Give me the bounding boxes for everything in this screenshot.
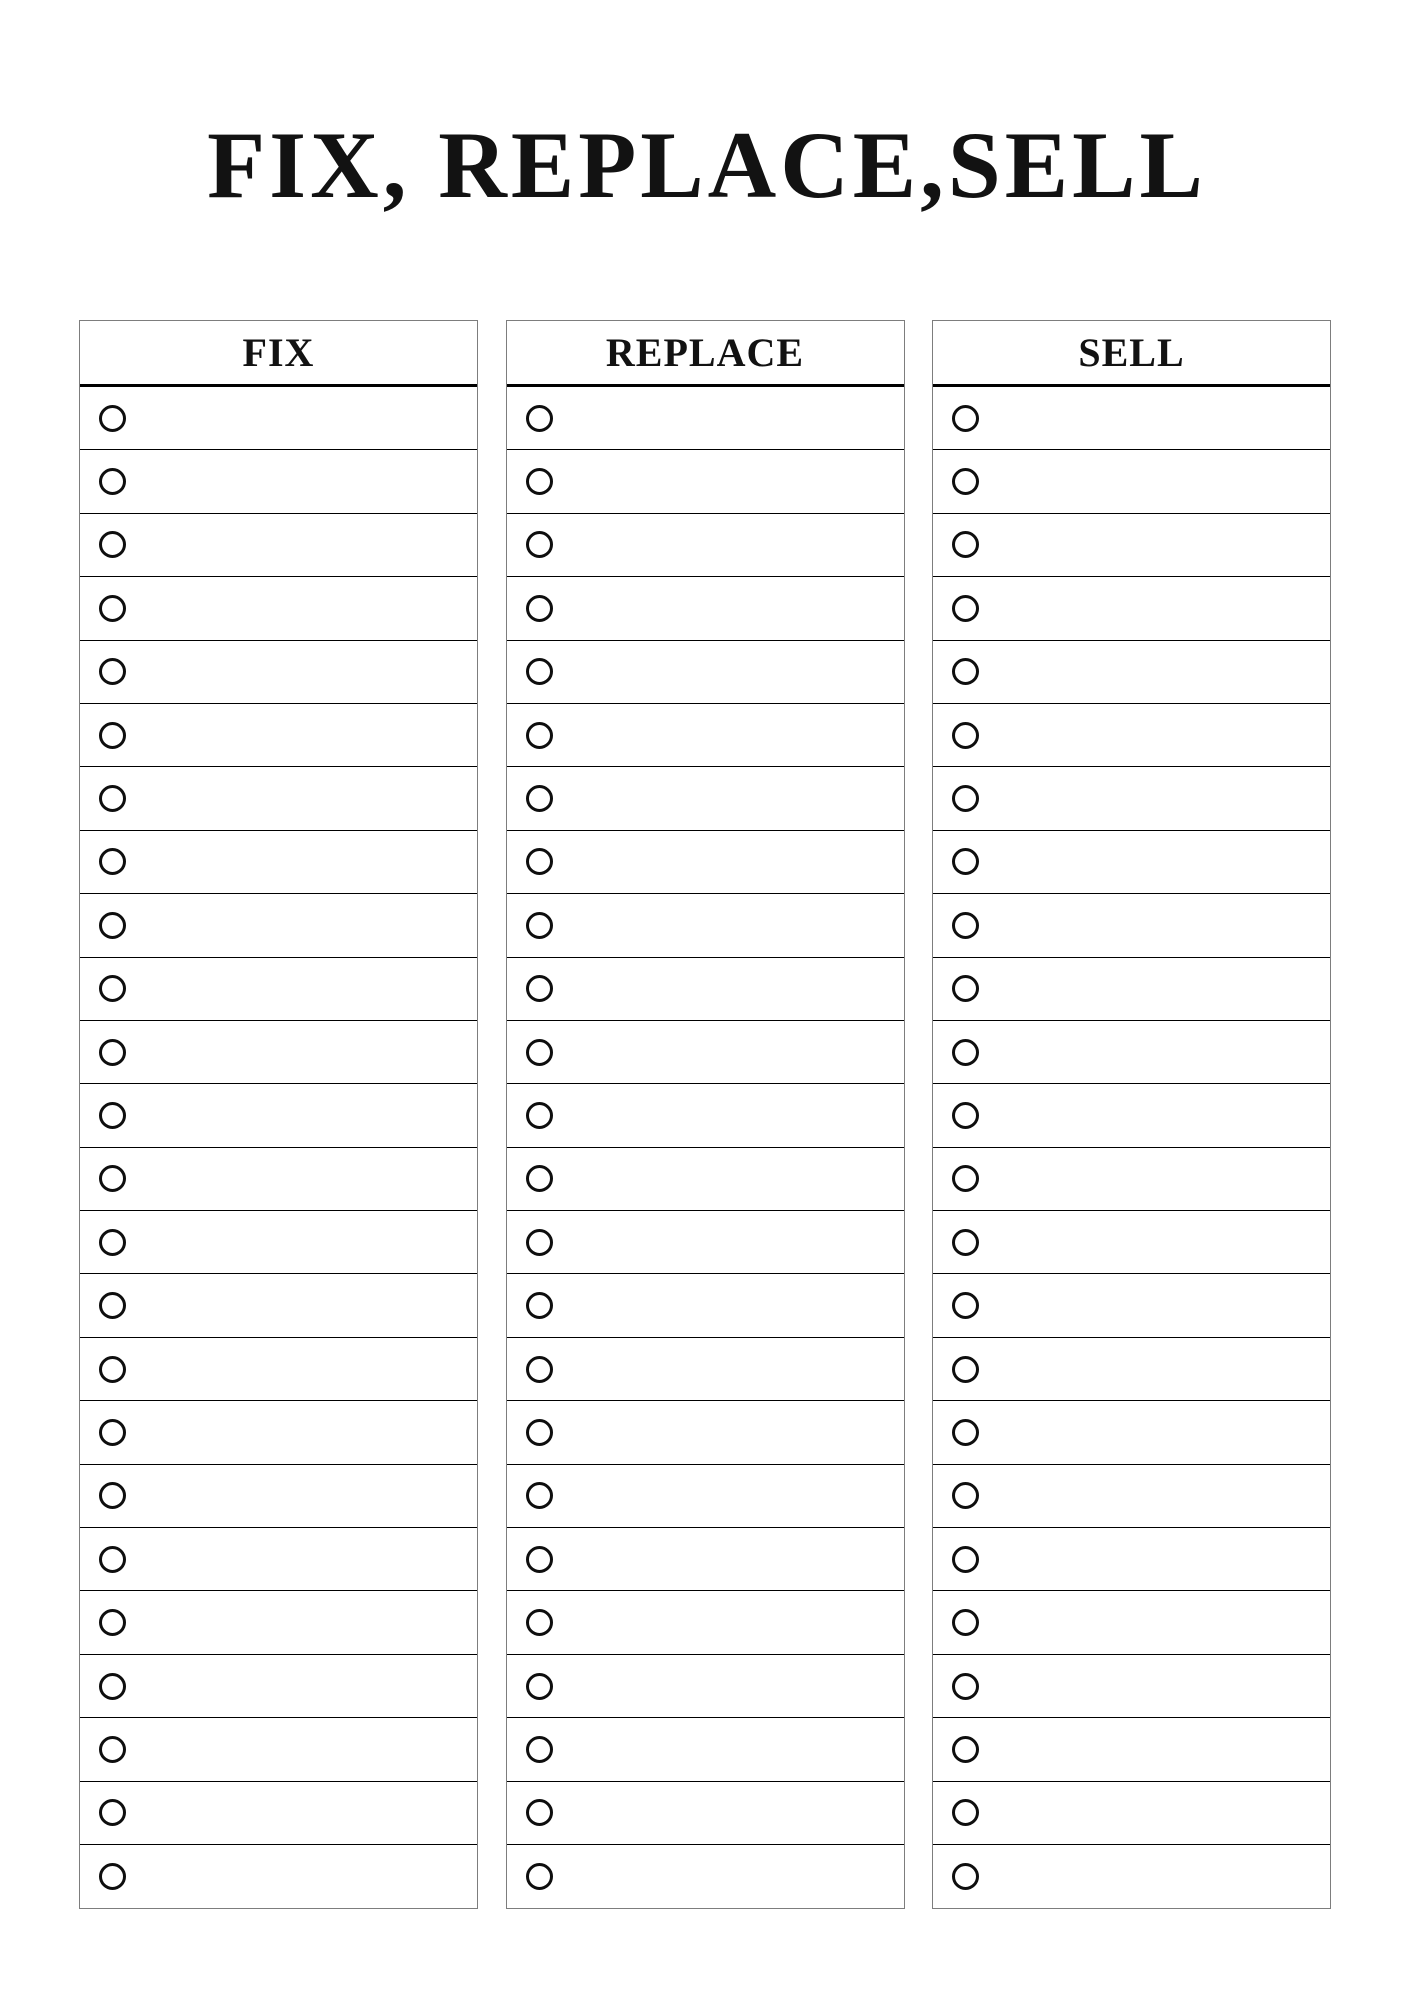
radio-circle-icon[interactable] xyxy=(526,531,553,558)
radio-circle-icon[interactable] xyxy=(99,1863,126,1890)
radio-circle-icon[interactable] xyxy=(952,785,979,812)
radio-circle-icon[interactable] xyxy=(99,1356,126,1383)
list-item[interactable] xyxy=(507,1718,904,1781)
column-header: REPLACE xyxy=(507,321,904,387)
radio-circle-icon[interactable] xyxy=(99,405,126,432)
radio-circle-icon[interactable] xyxy=(952,1356,979,1383)
radio-circle-icon[interactable] xyxy=(99,1292,126,1319)
list-item[interactable] xyxy=(507,1782,904,1845)
radio-circle-icon[interactable] xyxy=(952,468,979,495)
list-item[interactable] xyxy=(80,387,477,450)
column-header: FIX xyxy=(80,321,477,387)
radio-circle-icon[interactable] xyxy=(952,1419,979,1446)
list-item[interactable] xyxy=(507,1211,904,1274)
list-item[interactable] xyxy=(80,1845,477,1908)
list-item[interactable] xyxy=(933,1021,1330,1084)
radio-circle-icon[interactable] xyxy=(952,1102,979,1129)
radio-circle-icon[interactable] xyxy=(952,1673,979,1700)
radio-circle-icon[interactable] xyxy=(952,722,979,749)
radio-circle-icon[interactable] xyxy=(952,1609,979,1636)
radio-circle-icon[interactable] xyxy=(526,1229,553,1256)
list-item[interactable] xyxy=(507,1528,904,1591)
list-item[interactable] xyxy=(507,1845,904,1908)
list-item[interactable] xyxy=(80,1211,477,1274)
list-item[interactable] xyxy=(933,387,1330,450)
radio-circle-icon[interactable] xyxy=(99,658,126,685)
column-header: SELL xyxy=(933,321,1330,387)
list-item[interactable] xyxy=(80,1084,477,1147)
radio-circle-icon[interactable] xyxy=(99,1673,126,1700)
list-item[interactable] xyxy=(933,641,1330,704)
list-item[interactable] xyxy=(933,704,1330,767)
list-item[interactable] xyxy=(507,1591,904,1654)
radio-circle-icon[interactable] xyxy=(526,1292,553,1319)
list-item[interactable] xyxy=(80,1465,477,1528)
radio-circle-icon[interactable] xyxy=(99,1419,126,1446)
list-item[interactable] xyxy=(507,894,904,957)
radio-circle-icon[interactable] xyxy=(99,975,126,1002)
radio-circle-icon[interactable] xyxy=(952,1039,979,1066)
list-item[interactable] xyxy=(933,1465,1330,1528)
list-item[interactable] xyxy=(80,1021,477,1084)
radio-circle-icon[interactable] xyxy=(952,848,979,875)
radio-circle-icon[interactable] xyxy=(526,1799,553,1826)
column-fix xyxy=(79,320,478,1909)
list-item[interactable] xyxy=(507,387,904,450)
list-item[interactable] xyxy=(80,514,477,577)
list-item[interactable] xyxy=(933,894,1330,957)
list-item[interactable] xyxy=(933,577,1330,640)
list-item[interactable] xyxy=(80,1274,477,1337)
list-item[interactable] xyxy=(80,767,477,830)
list-item[interactable] xyxy=(80,1782,477,1845)
radio-circle-icon[interactable] xyxy=(526,1546,553,1573)
radio-circle-icon[interactable] xyxy=(99,468,126,495)
radio-circle-icon[interactable] xyxy=(952,1165,979,1192)
list-item[interactable] xyxy=(507,831,904,894)
list-item[interactable] xyxy=(80,577,477,640)
radio-circle-icon[interactable] xyxy=(526,595,553,622)
list-item[interactable] xyxy=(933,1528,1330,1591)
list-item[interactable] xyxy=(80,1401,477,1464)
list-item[interactable] xyxy=(933,767,1330,830)
radio-circle-icon[interactable] xyxy=(952,975,979,1002)
list-item[interactable] xyxy=(507,641,904,704)
column-sell xyxy=(932,320,1331,1909)
radio-circle-icon[interactable] xyxy=(526,658,553,685)
radio-circle-icon[interactable] xyxy=(99,1165,126,1192)
radio-circle-icon[interactable] xyxy=(526,975,553,1002)
list-item[interactable] xyxy=(933,1718,1330,1781)
radio-circle-icon[interactable] xyxy=(952,595,979,622)
list-item[interactable] xyxy=(80,1338,477,1401)
list-item[interactable] xyxy=(933,1211,1330,1274)
radio-circle-icon[interactable] xyxy=(952,1736,979,1763)
radio-circle-icon[interactable] xyxy=(99,1609,126,1636)
page-title: FIX, REPLACE,SELL xyxy=(207,112,1207,218)
radio-circle-icon[interactable] xyxy=(526,722,553,749)
list-item[interactable] xyxy=(80,1528,477,1591)
radio-circle-icon[interactable] xyxy=(99,1039,126,1066)
list-item[interactable] xyxy=(507,704,904,767)
radio-circle-icon[interactable] xyxy=(526,468,553,495)
radio-circle-icon[interactable] xyxy=(526,1102,553,1129)
list-item[interactable] xyxy=(507,1084,904,1147)
radio-circle-icon[interactable] xyxy=(99,1102,126,1129)
radio-circle-icon[interactable] xyxy=(99,1229,126,1256)
radio-circle-icon[interactable] xyxy=(952,1229,979,1256)
list-item[interactable] xyxy=(80,958,477,1021)
radio-circle-icon[interactable] xyxy=(99,722,126,749)
radio-circle-icon[interactable] xyxy=(526,785,553,812)
radio-circle-icon[interactable] xyxy=(952,1863,979,1890)
list-item[interactable] xyxy=(80,450,477,513)
list-item[interactable] xyxy=(933,1401,1330,1464)
list-item[interactable] xyxy=(933,1591,1330,1654)
list-item[interactable] xyxy=(80,1591,477,1654)
radio-circle-icon[interactable] xyxy=(952,1799,979,1826)
radio-circle-icon[interactable] xyxy=(99,1546,126,1573)
radio-circle-icon[interactable] xyxy=(99,912,126,939)
list-item[interactable] xyxy=(933,514,1330,577)
list-item[interactable] xyxy=(933,450,1330,513)
column-replace xyxy=(506,320,905,1909)
checklist-columns xyxy=(79,320,1331,1909)
radio-circle-icon[interactable] xyxy=(526,1419,553,1446)
radio-circle-icon[interactable] xyxy=(526,1863,553,1890)
list-item[interactable] xyxy=(933,1845,1330,1908)
radio-circle-icon[interactable] xyxy=(526,1736,553,1763)
list-item[interactable] xyxy=(507,958,904,1021)
list-item[interactable] xyxy=(933,958,1330,1021)
list-item[interactable] xyxy=(507,1655,904,1718)
list-item[interactable] xyxy=(507,1148,904,1211)
radio-circle-icon[interactable] xyxy=(99,1799,126,1826)
radio-circle-icon[interactable] xyxy=(526,1673,553,1700)
list-item[interactable] xyxy=(933,1274,1330,1337)
radio-circle-icon[interactable] xyxy=(952,658,979,685)
list-item[interactable] xyxy=(507,1274,904,1337)
list-item[interactable] xyxy=(80,831,477,894)
radio-circle-icon[interactable] xyxy=(952,1546,979,1573)
radio-circle-icon[interactable] xyxy=(526,405,553,432)
list-item[interactable] xyxy=(933,1782,1330,1845)
list-item[interactable] xyxy=(507,514,904,577)
radio-circle-icon[interactable] xyxy=(952,1482,979,1509)
radio-circle-icon[interactable] xyxy=(526,1356,553,1383)
radio-circle-icon[interactable] xyxy=(99,1736,126,1763)
radio-circle-icon[interactable] xyxy=(952,405,979,432)
list-item[interactable] xyxy=(80,1718,477,1781)
list-item[interactable] xyxy=(507,1021,904,1084)
list-item[interactable] xyxy=(507,767,904,830)
list-item[interactable] xyxy=(80,641,477,704)
radio-circle-icon[interactable] xyxy=(99,848,126,875)
list-item[interactable] xyxy=(507,1465,904,1528)
radio-circle-icon[interactable] xyxy=(99,1482,126,1509)
list-item[interactable] xyxy=(80,1655,477,1718)
list-item[interactable] xyxy=(933,1084,1330,1147)
radio-circle-icon[interactable] xyxy=(526,1039,553,1066)
list-item[interactable] xyxy=(80,704,477,767)
list-item[interactable] xyxy=(80,1148,477,1211)
radio-circle-icon[interactable] xyxy=(99,785,126,812)
list-item[interactable] xyxy=(507,1401,904,1464)
radio-circle-icon[interactable] xyxy=(526,912,553,939)
radio-circle-icon[interactable] xyxy=(526,1482,553,1509)
radio-circle-icon[interactable] xyxy=(526,848,553,875)
list-item[interactable] xyxy=(933,1655,1330,1718)
radio-circle-icon[interactable] xyxy=(952,1292,979,1319)
radio-circle-icon[interactable] xyxy=(952,912,979,939)
list-item[interactable] xyxy=(507,450,904,513)
list-item[interactable] xyxy=(933,831,1330,894)
radio-circle-icon[interactable] xyxy=(526,1165,553,1192)
list-item[interactable] xyxy=(507,577,904,640)
list-item[interactable] xyxy=(507,1338,904,1401)
list-item[interactable] xyxy=(933,1338,1330,1401)
list-item[interactable] xyxy=(80,894,477,957)
radio-circle-icon[interactable] xyxy=(99,531,126,558)
radio-circle-icon[interactable] xyxy=(526,1609,553,1636)
radio-circle-icon[interactable] xyxy=(952,531,979,558)
radio-circle-icon[interactable] xyxy=(99,595,126,622)
list-item[interactable] xyxy=(933,1148,1330,1211)
